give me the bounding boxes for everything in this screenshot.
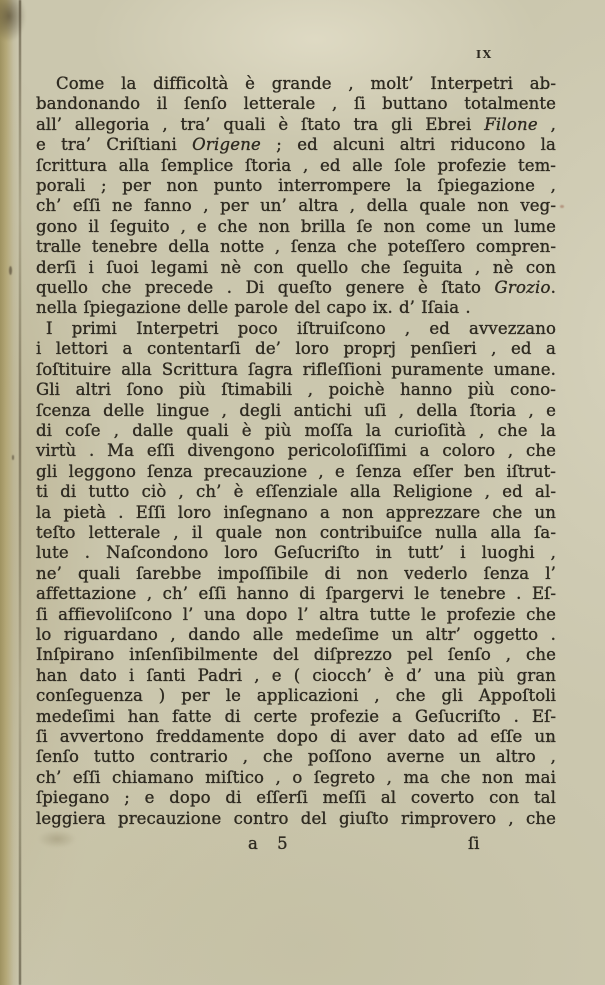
text-line: Gli altri ſono più ſtimabili , poichè hanno più cono- <box>36 380 556 400</box>
text-line: di coſe , dalle quali è più moſſa la curioſità , che la <box>36 420 556 440</box>
text-line: e tra’ Criſtiani Origene ; ed alcuni altri riducono la <box>36 135 556 155</box>
text-line: quello che precede . Di queſto genere è ſtato Grozio. <box>36 278 556 298</box>
text-line: ch’ eſſi ne fanno , per un’ altra , della quale non veg- <box>36 196 556 216</box>
text-line: ſcrittura alla ſemplice ſtoria , ed alle ſole profezie tem- <box>36 155 556 175</box>
text-line: virtù . Ma eſſi divengono pericoloſiſſimi a coloro , che <box>36 441 556 461</box>
page-footer <box>36 834 556 856</box>
text-line: ne’ quali ſarebbe impoſſibile di non vederlo ſenza l’ <box>36 563 556 583</box>
text-line: bandonando il ſenſo letterale , ſi buttano totalmente <box>36 94 556 114</box>
text-line: leggiera precauzione contro del giuſto rimprovero , che <box>36 808 556 828</box>
page-number: ix <box>476 44 493 62</box>
text-line: ti di tutto ciò , ch’ è eſſenziale alla Religione , ed al- <box>36 482 556 502</box>
text-line: han dato i ſanti Padri , e ( ciocch’ è d’ una più gran <box>36 665 556 685</box>
text-line: Come la difficoltà è grande , molt’ Interpetri ab- <box>56 74 556 93</box>
text-line: ch’ eſſi chiamano miſtico , o ſegreto , ma che non mai <box>36 767 556 787</box>
text-line: derſi i ſuoi legami nè con quello che ſeguita , nè con <box>36 257 556 277</box>
text-block <box>36 74 556 829</box>
text-line: I primi Interpetri poco iſtruiſcono , ed avvezzano <box>46 318 556 338</box>
text-line: medeſimi han fatte di certe profezie a Geſucriſto . Eſ- <box>36 706 556 726</box>
ink-speck <box>9 266 12 275</box>
signature-mark: a 5 <box>248 834 288 853</box>
text-line: porali ; per non punto interrompere la ſpiegazione , <box>36 176 556 196</box>
text-line: affettazione , ch’ eſſi hanno di ſpargervi le tenebre . Eſ- <box>36 584 556 604</box>
text-line: ſenſo tutto contrario , che poſſono averne un altro , <box>36 747 556 767</box>
text-line: la pietà . Eſſi loro inſegnano a non apprezzare che un <box>36 502 556 522</box>
text-line: lo riguardano , dando alle medeſime un altr’ oggetto . <box>36 624 556 644</box>
text-line: ſcenza delle lingue , degli antichi uſi , della ſtoria , e <box>36 400 556 420</box>
ink-speck <box>560 205 564 208</box>
text-line: ſi affievoliſcono l’ una dopo l’ altra tutte le profezie che <box>36 604 556 624</box>
corner-smudge <box>0 0 26 42</box>
text-line: ſoſtituire alla Scrittura ſagra rifleſſioni puramente umane. <box>36 359 556 379</box>
text-line: tralle tenebre della notte , ſenza che poteſſero compren- <box>36 237 556 257</box>
text-line: gli leggono ſenza precauzione , e ſenza eſſer ben iſtrut- <box>36 461 556 481</box>
binding-edge <box>0 0 18 985</box>
text-line: lute . Naſcondono loro Geſucriſto in tutt’ i luoghi , <box>36 543 556 563</box>
text-line: nella ſpiegazione delle parole del capo ix. d’ Iſaia . <box>36 298 471 318</box>
catchword: ſi <box>468 834 480 853</box>
text-line: gono il ſeguito , e che non brilla ſe non come un lume <box>36 216 556 236</box>
text-line: ſpiegano ; e dopo di eſſerſi meſſi al coverto con tal <box>36 788 556 808</box>
text-line: Inſpirano inſenſibilmente del diſprezzo pel ſenſo , che <box>36 645 556 665</box>
text-line: teſto letterale , il quale non contribuiſce nulla alla ſa- <box>36 522 556 542</box>
text-line: ſi avvertono freddamente dopo di aver dato ad eſſe un <box>36 727 556 746</box>
text-line: all’ allegoria , tra’ quali è ſtato tra gli Ebrei Filone , <box>36 114 557 134</box>
ink-speck <box>12 455 14 460</box>
text-line: conſeguenza ) per le applicazioni , che gli Appoſtoli <box>36 686 556 706</box>
text-line: i lettori a contentarſi de’ loro proprj penſieri , ed a <box>36 339 556 359</box>
binding-crease <box>19 0 21 985</box>
